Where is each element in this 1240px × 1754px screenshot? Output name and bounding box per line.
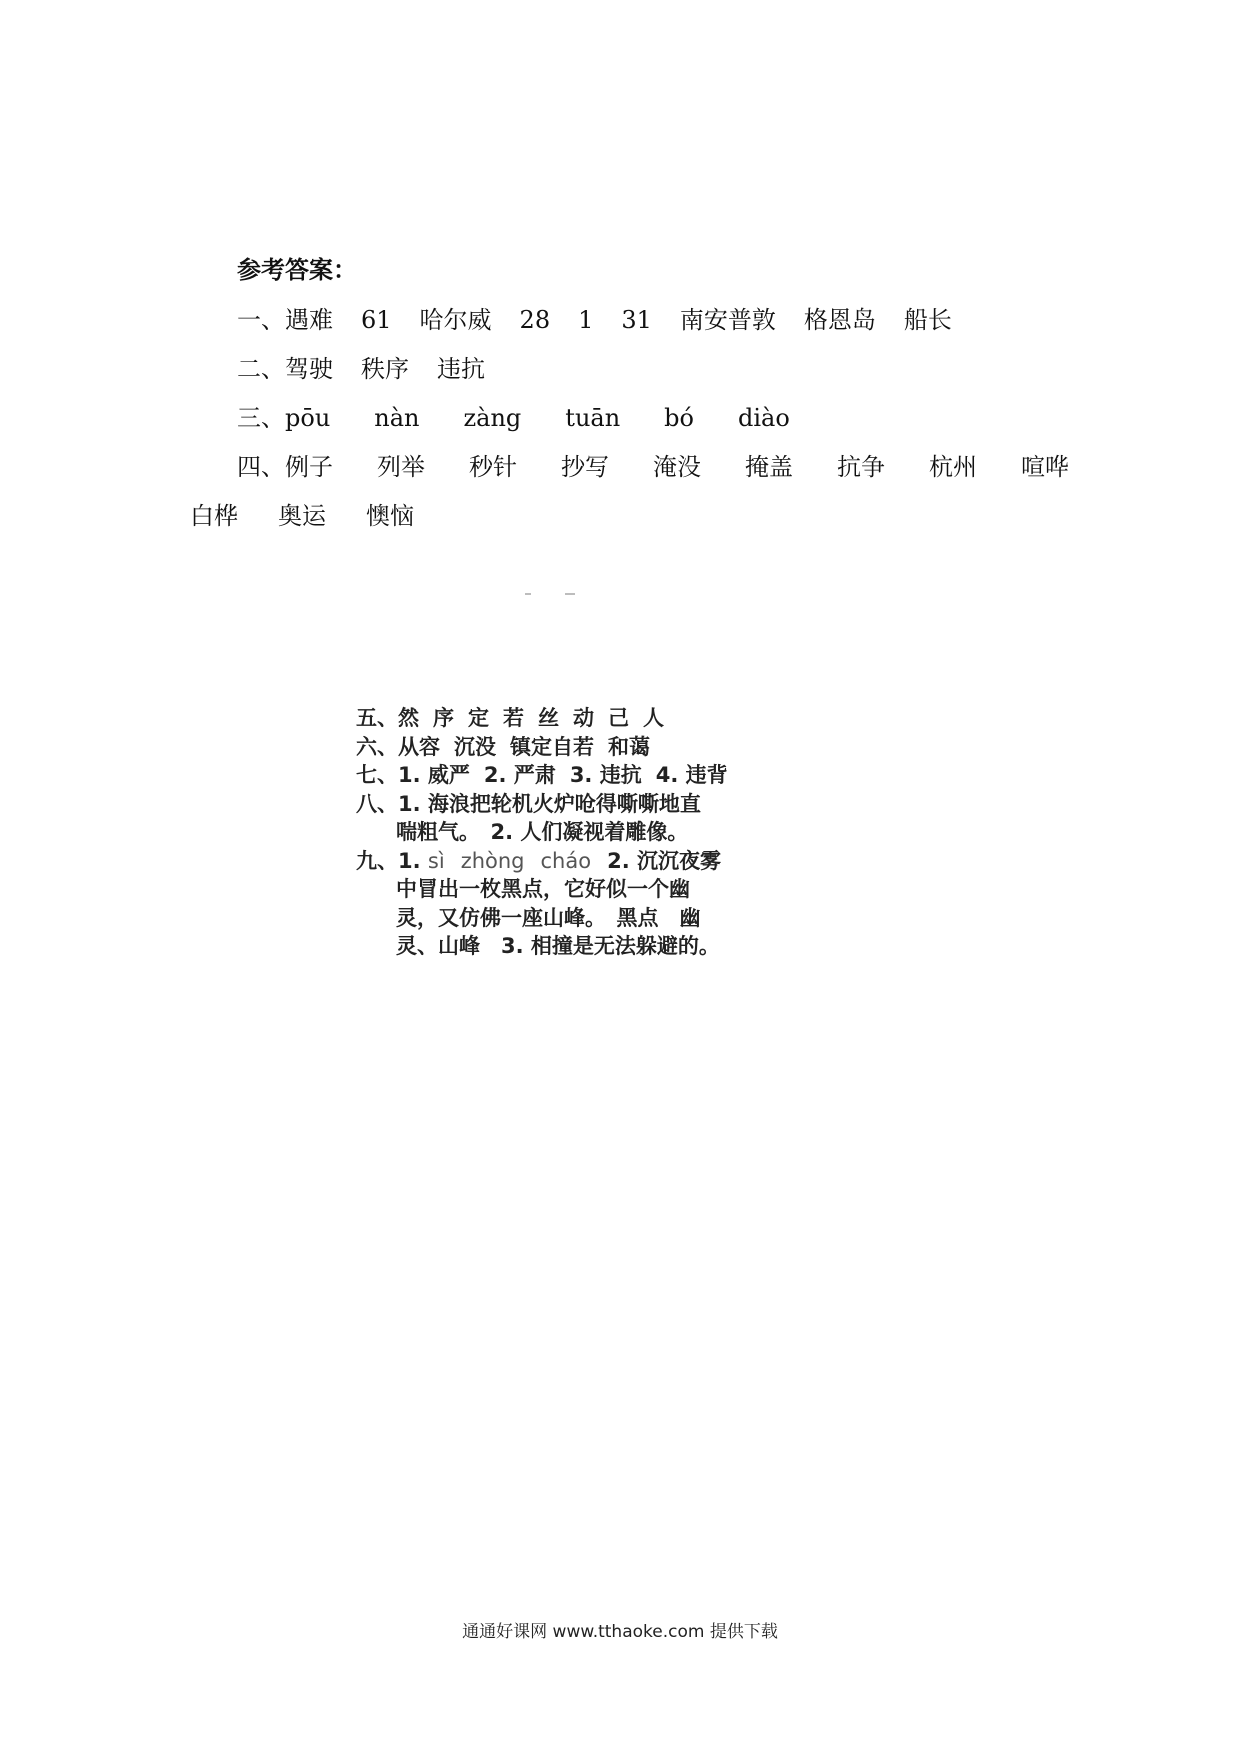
pinyin-word: zhòng <box>460 848 525 873</box>
answer-line-2 <box>237 349 513 389</box>
scanned-row-9d: 灵、山峰 3. 相撞是无法躲避的。 <box>396 934 720 958</box>
answer-word: 喧哗 <box>1021 453 1069 481</box>
scanned-answer-image <box>356 704 746 964</box>
answer-word: 驾驶 <box>285 355 333 383</box>
scan-artifact-marks <box>525 593 575 597</box>
answer-word: 沉没 <box>454 734 496 759</box>
scanned-row-8b: 喘粗气。 2. 人们凝视着雕像。 <box>396 820 689 844</box>
answer-line-5 <box>190 496 454 536</box>
scanned-row-5 <box>356 704 746 733</box>
answer-word: 懊恼 <box>366 502 414 530</box>
answer-text: 2. 沉沉夜雾 <box>607 848 721 873</box>
answer-word: 例子 <box>285 453 333 481</box>
line-label: 一、 <box>237 306 285 334</box>
answer-word: 秒针 <box>469 453 517 481</box>
answer-char: 然 <box>398 706 419 730</box>
answer-char: 己 <box>608 706 629 730</box>
scanned-row-9c: 灵，又仿佛一座山峰。 黑点 幽 <box>396 905 701 930</box>
scanned-row-7 <box>356 761 746 790</box>
answer-char: 人 <box>643 706 664 730</box>
answer-word: 抗争 <box>837 453 885 481</box>
answer-line-4 <box>237 447 1069 487</box>
answer-word: 违抗 <box>437 355 485 383</box>
answer-char: 若 <box>503 706 524 730</box>
answer-word: 哈尔威 <box>419 306 492 334</box>
answer-word: 淹没 <box>653 453 701 481</box>
answer-word: 31 <box>621 306 652 334</box>
answer-word: 3. 违抗 <box>569 763 642 787</box>
answer-word: 从容 <box>398 734 440 759</box>
answer-word: 白桦 <box>190 502 238 530</box>
line-label: 七、 <box>356 763 398 787</box>
answer-word: 1. 威严 <box>398 763 470 787</box>
pinyin-word: sì <box>427 848 445 873</box>
line-label: 四、 <box>237 453 285 481</box>
footer-source-text: 通通好课网 www.tthaoke.com 提供下载 <box>462 1622 778 1642</box>
answer-word: 掩盖 <box>745 453 793 481</box>
pinyin-word: diào <box>737 404 790 432</box>
answer-char: 定 <box>468 706 489 730</box>
answer-word: 南安普敦 <box>679 306 776 334</box>
answer-word: 列举 <box>377 453 425 481</box>
answer-word: 格恩岛 <box>803 306 876 334</box>
scanned-row-9a <box>356 847 746 876</box>
pinyin-word: zàng <box>463 404 522 432</box>
answer-word: 杭州 <box>929 453 977 481</box>
answer-word: 镇定自若 <box>510 734 594 759</box>
answer-key-title: 参考答案： <box>237 256 357 284</box>
pinyin-word: cháo <box>540 848 592 873</box>
answer-char: 序 <box>433 706 454 730</box>
line-label: 五、 <box>356 706 398 730</box>
pinyin-word: nàn <box>374 404 420 432</box>
answer-word: 秩序 <box>361 355 409 383</box>
answer-char: 丝 <box>538 706 559 730</box>
scanned-row-9b: 中冒出一枚黑点，它好似一个幽 <box>396 877 690 901</box>
pinyin-word: pōu <box>285 404 331 432</box>
answer-char: 动 <box>573 706 594 730</box>
line-label: 九、1. <box>356 848 428 873</box>
answer-word: 船长 <box>903 306 952 334</box>
scanned-row-6 <box>356 733 746 762</box>
answer-word: 和蔼 <box>608 734 650 759</box>
answer-word: 4. 违背 <box>655 763 728 787</box>
answer-word: 28 <box>519 306 551 334</box>
line-label: 六、 <box>356 734 398 759</box>
pinyin-word: bó <box>664 404 694 432</box>
answer-word: 遇难 <box>285 306 333 334</box>
answer-word: 2. 严肃 <box>483 763 556 787</box>
answer-line-1 <box>237 300 980 340</box>
answer-word: 1 <box>578 306 594 334</box>
answer-word: 奥运 <box>278 502 326 530</box>
line-label: 三、 <box>237 404 285 432</box>
answer-line-3 <box>237 398 834 438</box>
answer-word: 抄写 <box>561 453 609 481</box>
scanned-row-8a: 八、1. 海浪把轮机火炉呛得嘶嘶地直 <box>356 791 701 816</box>
line-label: 二、 <box>237 355 285 383</box>
pinyin-word: tuān <box>565 404 621 432</box>
answer-word: 61 <box>361 306 392 334</box>
